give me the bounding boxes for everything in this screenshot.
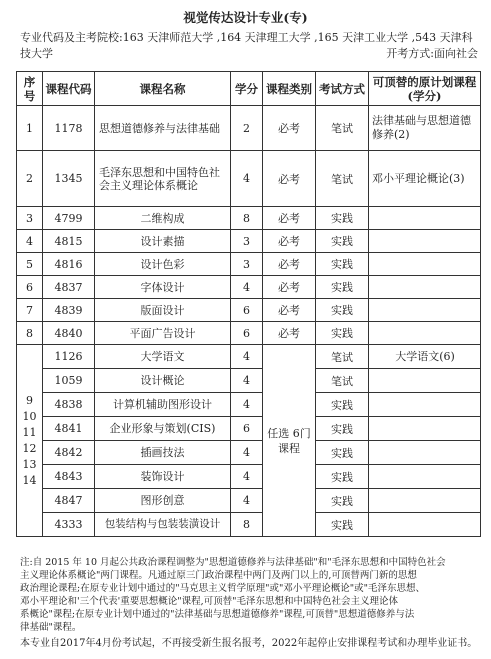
row-credit: 6 — [231, 299, 263, 322]
row-replace — [369, 369, 481, 393]
row-code: 4840 — [43, 322, 95, 345]
row-no: 2 — [17, 151, 43, 207]
row-replace — [369, 417, 481, 441]
header-name: 课程名称 — [95, 72, 231, 106]
row-code: 4837 — [43, 276, 95, 299]
row-no: 8 — [17, 322, 43, 345]
course-table — [16, 71, 481, 537]
row-type: 必考 — [263, 299, 316, 322]
table-row — [17, 345, 481, 369]
table-row — [17, 299, 481, 322]
row-code: 1345 — [43, 151, 95, 207]
row-no: 6 — [17, 276, 43, 299]
row-credit: 4 — [231, 276, 263, 299]
table-row — [17, 393, 481, 417]
footnote-line: 邓小平理论和'三个代表'重要思想概论"课程,可顶替"毛泽东思想和中国特色社会主义理论体 — [20, 596, 398, 607]
row-exam: 实践 — [316, 276, 369, 299]
row-exam: 笔试 — [316, 151, 369, 207]
row-name: 包装结构与包装装潢设计 — [95, 513, 231, 537]
table-row — [17, 253, 481, 276]
row-exam: 实践 — [316, 207, 369, 230]
row-credit: 8 — [231, 207, 263, 230]
footnote-line: 注:自 2015 年 10 月起公共政治课程调整为"思想道德修养与法律基础"和"毛泽东思想和中国特色社会 — [20, 557, 446, 568]
row-credit: 4 — [231, 489, 263, 513]
row-credit: 2 — [231, 106, 263, 151]
row-credit: 8 — [231, 513, 263, 537]
row-exam: 实践 — [316, 230, 369, 253]
row-exam: 笔试 — [316, 369, 369, 393]
row-no: 1 — [17, 106, 43, 151]
page-title: 视觉传达设计专业(专) — [183, 10, 308, 25]
header-credit: 学分 — [231, 72, 263, 106]
row-name: 二维构成 — [95, 207, 231, 230]
row-exam: 实践 — [316, 417, 369, 441]
row-credit: 6 — [231, 322, 263, 345]
row-exam: 实践 — [316, 253, 369, 276]
row-replace: 邓小平理论概论(3) — [369, 151, 481, 207]
row-type: 必考 — [263, 276, 316, 299]
final-note: 本专业自2017年4月份考试起，不再接受新生报名报考，2022年起停止安排课程考试和办理毕业证书。 — [20, 638, 478, 649]
row-name: 版面设计 — [95, 299, 231, 322]
row-credit: 4 — [231, 345, 263, 369]
row-code: 4843 — [43, 465, 95, 489]
row-code: 4799 — [43, 207, 95, 230]
row-name: 平面广告设计 — [95, 322, 231, 345]
table-row — [17, 106, 481, 151]
footnote — [20, 556, 480, 634]
row-credit: 4 — [231, 369, 263, 393]
row-code: 1178 — [43, 106, 95, 151]
group-numbers — [17, 345, 43, 537]
row-code: 1059 — [43, 369, 95, 393]
row-replace — [369, 299, 481, 322]
table-row — [17, 513, 481, 537]
row-type: 必考 — [263, 230, 316, 253]
group-number: 10 — [22, 409, 37, 423]
exam-mode: 开考方式:面向社会 — [386, 47, 478, 60]
row-credit: 3 — [231, 230, 263, 253]
row-code: 4333 — [43, 513, 95, 537]
row-code: 4841 — [43, 417, 95, 441]
row-code: 4838 — [43, 393, 95, 417]
row-replace — [369, 230, 481, 253]
row-exam: 实践 — [316, 322, 369, 345]
row-type: 必考 — [263, 253, 316, 276]
row-code: 4815 — [43, 230, 95, 253]
row-replace: 大学语文(6) — [369, 345, 481, 369]
table-row — [17, 322, 481, 345]
row-exam: 笔试 — [316, 345, 369, 369]
row-no: 4 — [17, 230, 43, 253]
row-code: 4842 — [43, 441, 95, 465]
row-exam: 实践 — [316, 393, 369, 417]
row-name: 企业形象与策划(CIS) — [95, 417, 231, 441]
row-credit: 3 — [231, 253, 263, 276]
header-exam: 考试方式 — [316, 72, 369, 106]
row-name: 插画技法 — [95, 441, 231, 465]
row-replace — [369, 393, 481, 417]
row-code: 4816 — [43, 253, 95, 276]
row-name: 字体设计 — [95, 276, 231, 299]
table-row — [17, 369, 481, 393]
group-number: 12 — [22, 441, 37, 455]
table-row — [17, 276, 481, 299]
row-no: 7 — [17, 299, 43, 322]
row-name: 大学语文 — [95, 345, 231, 369]
row-no: 3 — [17, 207, 43, 230]
row-replace — [369, 253, 481, 276]
row-name: 毛泽东思想和中国特色社会主义理论体系概论 — [95, 151, 231, 207]
row-replace — [369, 322, 481, 345]
row-exam: 实践 — [316, 513, 369, 537]
group-number: 11 — [22, 425, 37, 439]
row-credit: 4 — [231, 151, 263, 207]
row-name: 设计色彩 — [95, 253, 231, 276]
row-no: 5 — [17, 253, 43, 276]
table-row — [17, 417, 481, 441]
row-replace — [369, 513, 481, 537]
header-type: 课程类别 — [263, 72, 316, 106]
row-exam: 实践 — [316, 299, 369, 322]
header-code: 课程代码 — [43, 72, 95, 106]
footnote-line: 律基础"课程。 — [20, 622, 82, 633]
row-type: 必考 — [263, 207, 316, 230]
row-exam: 实践 — [316, 441, 369, 465]
row-name: 思想道德修养与法律基础 — [95, 106, 231, 151]
footnote-line: 主义理论体系概论"两门课程。凡通过原三门政治课程中两门及两门以上的,可顶替两门新的思想 — [20, 570, 417, 581]
row-code: 4839 — [43, 299, 95, 322]
table-row — [17, 151, 481, 207]
footnote-line: 系概论"课程;在原专业计划中通过的"法律基础与思想道德修养"课程,可顶替"思想道德修养与法 — [20, 609, 415, 620]
table-row — [17, 207, 481, 230]
row-credit: 4 — [231, 393, 263, 417]
row-code: 4847 — [43, 489, 95, 513]
table-row — [17, 465, 481, 489]
row-replace — [369, 276, 481, 299]
table-row — [17, 441, 481, 465]
intro-text: 专业代码及主考院校:163 天津师范大学 ,164 天津理工大学 ,165 天津工业大学 ,543 天津科技大学 — [20, 31, 473, 60]
row-replace — [369, 489, 481, 513]
row-credit: 4 — [231, 465, 263, 489]
row-name: 计算机辅助图形设计 — [95, 393, 231, 417]
row-replace: 法律基础与思想道德修养(2) — [369, 106, 481, 151]
row-name: 图形创意 — [95, 489, 231, 513]
group-type: 任选 6门课程 — [263, 345, 316, 537]
row-replace — [369, 441, 481, 465]
table-row — [17, 489, 481, 513]
row-name: 设计素描 — [95, 230, 231, 253]
row-code: 1126 — [43, 345, 95, 369]
row-type: 必考 — [263, 106, 316, 151]
row-exam: 实践 — [316, 465, 369, 489]
table-header-row — [17, 72, 481, 106]
group-number: 9 — [26, 393, 33, 407]
row-credit: 6 — [231, 417, 263, 441]
row-name: 设计概论 — [95, 369, 231, 393]
row-replace — [369, 207, 481, 230]
header-replace: 可顶替的原计划课程(学分) — [369, 72, 481, 106]
row-name: 装饰设计 — [95, 465, 231, 489]
row-exam: 笔试 — [316, 106, 369, 151]
row-exam: 实践 — [316, 489, 369, 513]
row-type: 必考 — [263, 151, 316, 207]
row-credit: 4 — [231, 441, 263, 465]
header-no: 序号 — [17, 72, 43, 106]
row-type: 必考 — [263, 322, 316, 345]
group-number: 13 — [22, 457, 37, 471]
footnote-line: 政治理论课程;在原专业计划中通过的"马克思主义哲学原理"或"邓小平理论概论"或"毛泽东思想、 — [20, 583, 426, 594]
table-row — [17, 230, 481, 253]
row-replace — [369, 465, 481, 489]
group-number: 14 — [22, 473, 37, 487]
